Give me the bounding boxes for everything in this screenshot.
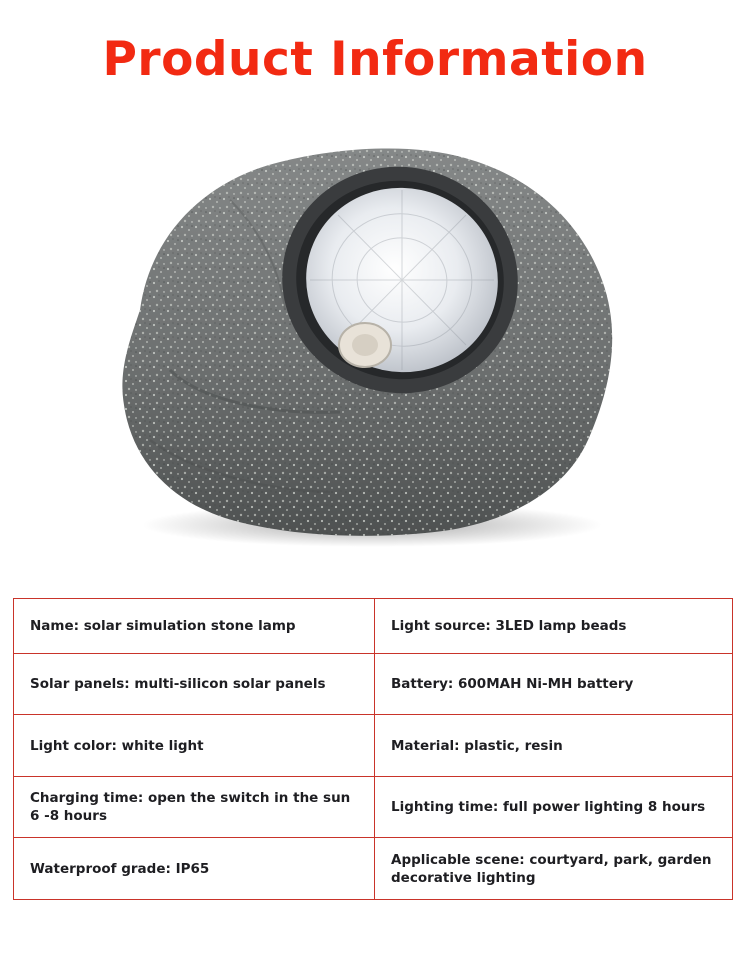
spec-material: Material: plastic, resin: [375, 715, 733, 777]
spec-light-source: Light source: 3LED lamp beads: [375, 599, 733, 654]
spec-table: [13, 598, 733, 900]
spec-name: Name: solar simulation stone lamp: [14, 599, 375, 654]
spec-charging-time: Charging time: open the switch in the sun 6 -8 hours: [14, 777, 375, 838]
page-title: Product Information: [102, 32, 648, 87]
table-row: [14, 777, 733, 838]
spec-solar-panels: Solar panels: multi-silicon solar panels: [14, 654, 375, 715]
solar-stone-lamp-icon: [110, 140, 630, 560]
table-row: [14, 838, 733, 900]
table-row: [14, 715, 733, 777]
spec-light-color: Light color: white light: [14, 715, 375, 777]
spec-waterproof-grade: Waterproof grade: IP65: [14, 838, 375, 900]
spec-lighting-time: Lighting time: full power lighting 8 hours: [375, 777, 733, 838]
table-row: [14, 654, 733, 715]
table-row: [14, 599, 733, 654]
spec-battery: Battery: 600MAH Ni-MH battery: [375, 654, 733, 715]
spec-applicable-scene: Applicable scene: courtyard, park, garden decorative lighting: [375, 838, 733, 900]
